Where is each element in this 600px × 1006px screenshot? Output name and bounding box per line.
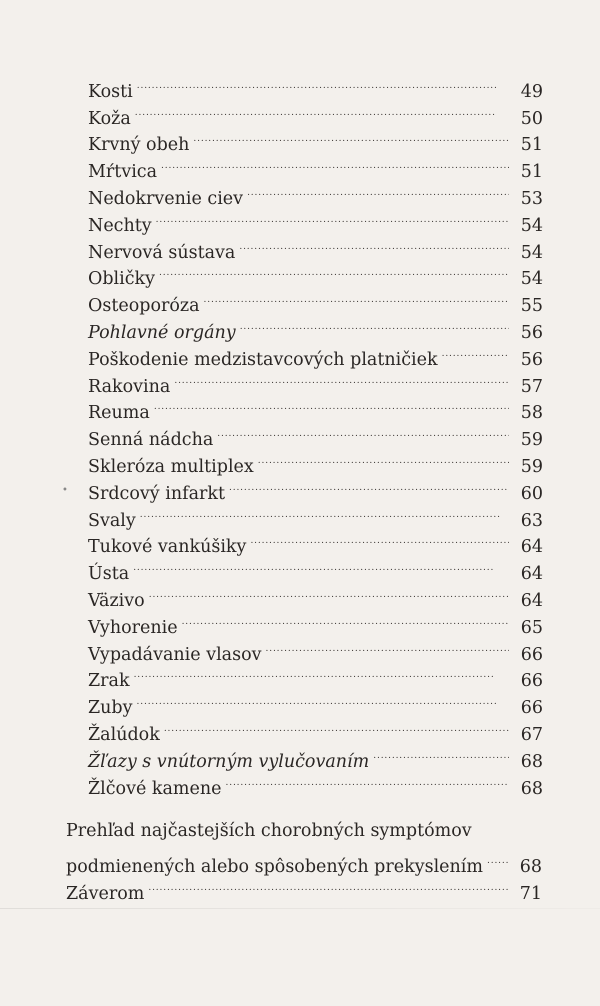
toc-entry-page-number: 64 [520,537,543,558]
toc-entry [88,660,543,692]
dot-leader [148,872,508,899]
dot-leader [161,150,509,177]
toc-entry-title: Svaly [88,510,136,531]
toc-entry [88,97,543,129]
toc-entry-title: Žalúdok [88,724,160,745]
dot-leader [239,231,509,258]
dot-leader [140,499,509,526]
toc-entry-title: Krvný obeh [88,135,190,156]
toc-entry-title: Osteoporóza [88,296,200,317]
dot-leader [154,392,509,419]
toc-entry-title: Reuma [88,403,150,424]
dot-leader [133,552,509,579]
dot-leader [174,365,509,392]
toc-entry [88,70,543,102]
overview-entry-line2: podmienených alebo spôsobených prekyslením [66,857,483,877]
dot-leader [182,606,509,633]
toc-entry-title: Poškodenie medzistavcových platničiek [88,349,438,370]
dot-leader [266,633,509,660]
toc-entry-page-number: 54 [520,215,543,236]
toc-entry-page-number: 64 [520,590,543,611]
dot-leader [164,713,509,740]
dot-leader [250,526,509,553]
dot-leader [135,97,509,124]
page-speck: • [62,485,68,496]
toc-entry-title: Ústa [88,564,130,585]
dot-leader [193,124,509,151]
toc-entry-title: Kosti [88,81,133,102]
dot-leader [217,418,509,445]
toc-entry-page-number: 64 [520,564,543,585]
toc-entry-page-number: 51 [520,135,543,156]
page-edge-shadow [0,908,600,909]
toc-entry-page-number: 63 [520,510,543,531]
toc-entry-title: Koža [88,108,131,129]
table-of-contents [88,70,543,799]
toc-entry-title: Žlčové kamene [88,778,222,799]
toc-entry-page-number: 68 [520,751,543,772]
toc-entry-page-number: 56 [520,322,543,343]
toc-entry-page-number: 67 [520,724,543,745]
summary-section [66,818,542,904]
overview-entry-line1: Prehľad najčastejších chorobných symptómov [66,821,472,841]
toc-entry [88,686,543,719]
overview-entry [66,845,542,877]
toc-entry [88,579,543,611]
toc-entry-title: Rakovina [88,376,171,397]
dot-leader [247,177,509,204]
toc-entry-title: Nechty [88,215,152,236]
dot-leader [137,70,509,97]
toc-entry-title: Väzivo [88,590,145,611]
toc-entry-page-number: 66 [520,644,543,665]
toc-entry [88,418,543,451]
toc-entry [88,499,543,531]
toc-entry-page-number: 58 [520,403,543,424]
dot-leader [487,845,508,872]
toc-entry-title: Skleróza multiplex [88,456,254,477]
toc-entry [88,526,543,558]
toc-entry-page-number: 59 [520,430,543,451]
toc-entry [88,606,543,638]
dot-leader [442,338,509,365]
toc-entry-title: Srdcový infarkt [88,483,226,504]
toc-entry-page-number: 68 [520,778,543,799]
toc-entry-page-number: 57 [520,376,543,397]
toc-entry-page-number: 66 [520,698,543,719]
toc-entry-page-number: 54 [520,242,543,263]
closing-page-number: 71 [519,884,542,904]
closing-entry-title: Záverom [66,884,145,904]
toc-entry [88,713,543,745]
toc-entry-page-number: 53 [520,188,543,209]
toc-entry [88,204,543,236]
toc-entry [88,552,543,585]
toc-entry-title: Obličky [88,269,156,290]
toc-entry [88,392,543,424]
toc-entry-page-number: 51 [520,162,543,183]
toc-entry-title: Zrak [88,671,130,692]
toc-entry-page-number: 54 [520,269,543,290]
toc-entry-page-number: 49 [520,81,543,102]
toc-entry-page-number: 56 [520,349,543,370]
toc-entry-page-number: 60 [520,483,543,504]
toc-entry-title: Vypadávanie vlasov [88,644,262,665]
toc-entry-title: Vyhorenie [88,617,178,638]
toc-entry [88,124,543,156]
toc-entry-page-number: 65 [520,617,543,638]
toc-entry [88,231,543,263]
dot-leader [258,445,509,472]
dot-leader [204,284,509,311]
overview-page-number: 68 [519,857,542,877]
dot-leader [149,579,509,606]
toc-entry-page-number: 55 [520,296,543,317]
dot-leader [240,311,509,338]
dot-leader [159,258,509,285]
dot-leader [226,767,509,794]
toc-entry-page-number: 59 [520,456,543,477]
toc-entry-title: Senná nádcha [88,430,214,451]
toc-entry-title: Nervová sústava [88,242,236,263]
dot-leader [373,740,509,767]
toc-entry-title: Žľazy s vnútorným vylučovaním [88,751,370,772]
dot-leader [229,472,509,499]
toc-entry-title: Pohlavné orgány [88,322,236,343]
toc-entry-title: Nedokrvenie ciev [88,188,244,209]
toc-entry-title: Zuby [88,698,133,719]
toc-entry-title: Mŕtvica [88,162,158,183]
dot-leader [137,686,509,713]
dot-leader [134,660,509,687]
toc-entry-page-number: 66 [520,671,543,692]
toc-entry-page-number: 50 [520,108,543,129]
toc-entry-title: Tukové vankúšiky [88,537,247,558]
dot-leader [156,204,509,231]
